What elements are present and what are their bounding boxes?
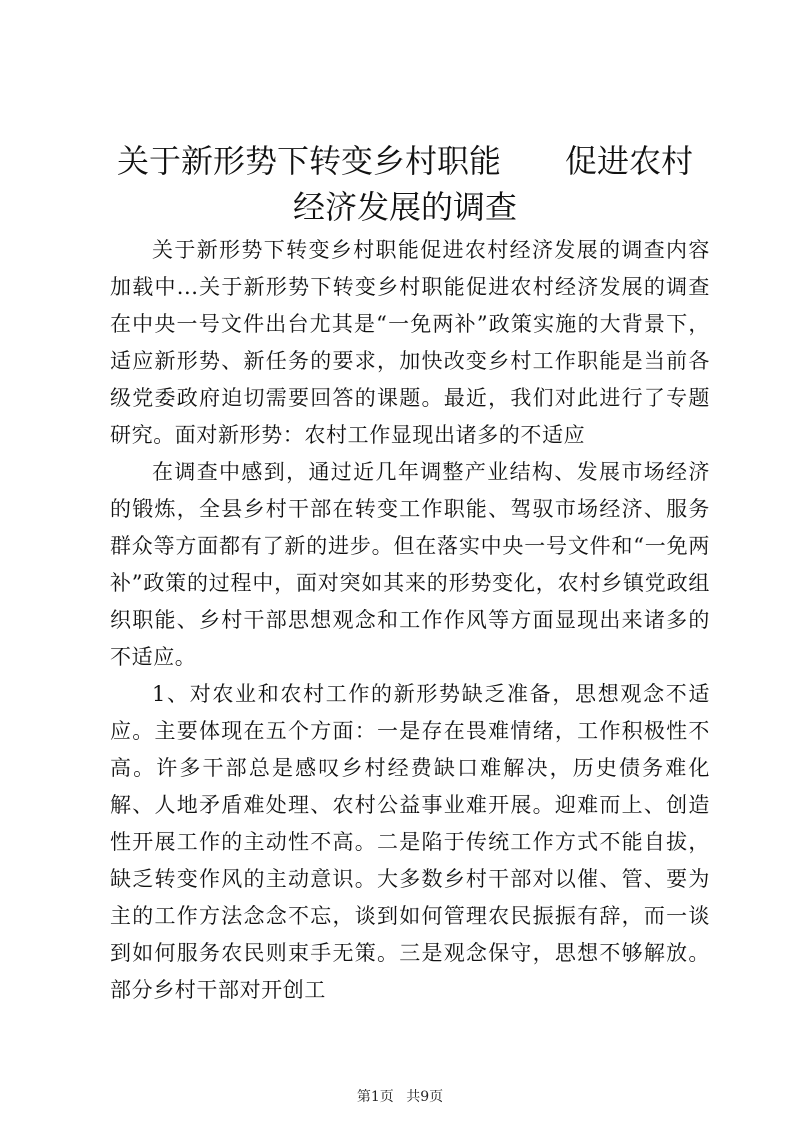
paragraph-2: 在调查中感到，通过近几年调整产业结构、发展市场经济的锻炼，全县乡村干部在转变工作职能、驾驭市场经济、服务群众等方面都有了新的进步。但在落实中央一号文件和“一免两补”政策的过程中，面对突如其来的形势变化，农村乡镇党政组织职能、乡村干部思想观念和工作作风等方面显现出来诸多的不适应。 xyxy=(110,460,710,669)
document-title xyxy=(105,138,705,230)
document-body xyxy=(110,232,710,1009)
page-number: 第1页 xyxy=(356,1089,394,1105)
paragraph-3: 1、对农业和农村工作的新形势缺乏准备，思想观念不适应。主要体现在五个方面：一是存在畏难情绪，工作积极性不高。许多干部总是感叹乡村经费缺口难解决，历史债务难化解、人地矛盾难处理、农村公益事业难开展。迎难而上、创造性开展工作的主动性不高。二是陷于传统工作方式不能自拔，缺乏转变作风的主动意识。大多数乡村干部对以催、管、要为主的工作方法念念不忘，谈到如何管理农民振振有辞，而一谈到如何服务农民则束手无策。三是观念保守，思想不够解放。部分乡村干部对开创工 xyxy=(110,682,710,1002)
page-total: 共9页 xyxy=(406,1089,444,1105)
title-part-1: 关于新形势下转变乡村职能 xyxy=(116,142,501,180)
page-footer xyxy=(0,1087,800,1107)
paragraph-1: 关于新形势下转变乡村职能促进农村经济发展的调查内容加载中...关于新形势下转变乡村职能促进农村经济发展的调查在中央一号文件出台尤其是“一免两补”政策实施的大背景下，适应新形势、新任务的要求，加快改变乡村工作职能是当前各级党委政府迫切需要回答的课题。最近，我们对此进行了专题研究。面对新形势：农村工作显现出诸多的不适应 xyxy=(110,238,710,447)
title-part-2: 促进农村经济发展的调查 xyxy=(292,142,694,226)
